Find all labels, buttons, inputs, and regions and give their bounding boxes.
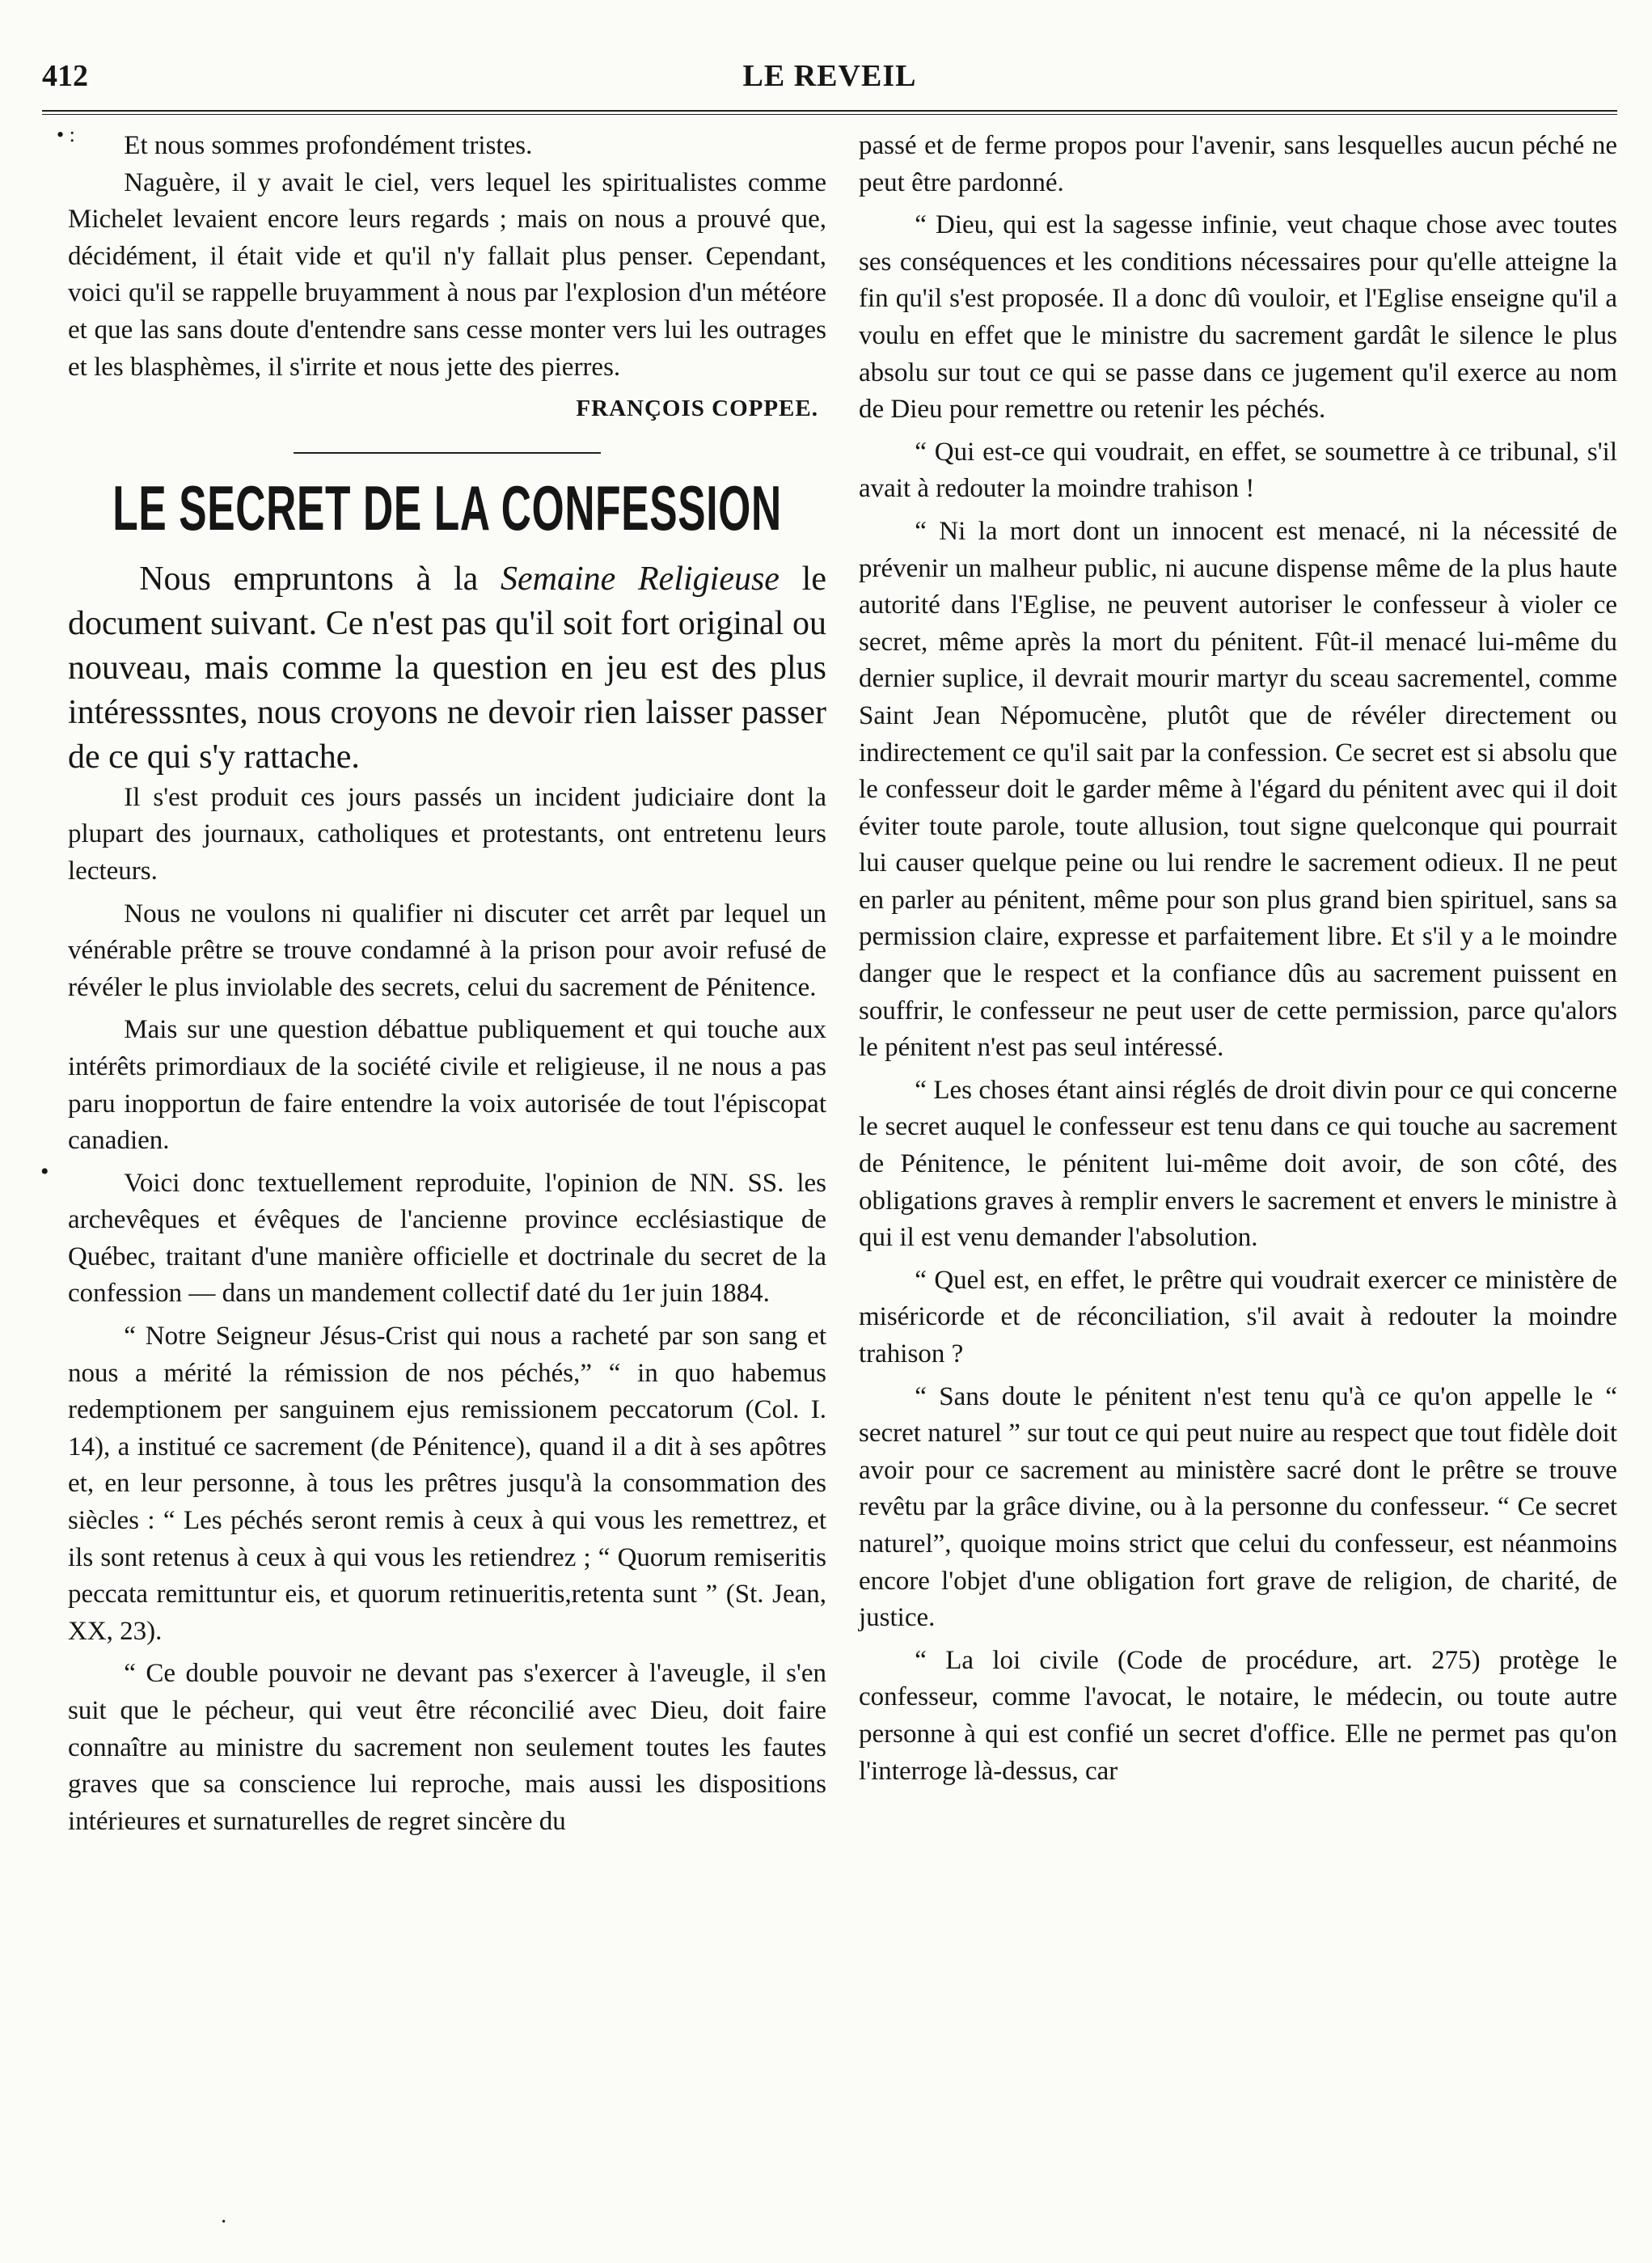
paragraph: Voici donc textuellement reproduite, l'opinion de NN. SS. les archevêques et évêques de l'ancienne province ecclésiastique de Québec, traitant d'une manière officielle et doctrinale du secret de la confession — dans un mandement collectif daté du 1er juin 1884. (68, 1168, 826, 1309)
lead-text: Nous empruntons à la (139, 560, 501, 598)
quoted-paragraph: “ Les choses étant ainsi réglés de droit divin pour ce qui concerne le secret auquel le confesseur est tenu dans ce qui touche au sacrement de Pénitence, le pénitent lui-même doit avoir, de son côté, des obligations graves à remplir envers le sacrement et envers le ministre à qui il est venu demander l'absolution. (859, 1075, 1617, 1253)
margin-dots: • : (57, 123, 75, 146)
quoted-paragraph: “ Ce double pouvoir ne devant pas s'exercer à l'aveugle, il s'en suit que le pécheur, qui veut être réconcilié avec Dieu, doit faire connaître au ministre du sacrement non seulement toutes les fautes graves que sa conscience lui reproche, mais aussi les dispositions intérieures et surnaturelles de regret sincère du (68, 1659, 826, 1836)
quoted-paragraph: “ Sans doute le pénitent n'est tenu qu'à ce qu'on appelle le “ secret naturel ” sur tout ce qui peut nuire au respect que tout fidèle doit avoir pour ce sacrement au ministère sacré dont le prêtre se trouve revêtu par la grâce divine, ou à la personne du confesseur. “ Ce secret naturel”, quoique moins strict que celui du confesseur, est néanmoins encore l'objet d'une obligation fort grave de religion, de charité, de justice. (859, 1381, 1617, 1633)
page-header (42, 50, 1617, 102)
quoted-paragraph: “ Quel est, en effet, le prêtre qui voudrait exercer ce ministère de miséricorde et de réconciliation, s'il avait à redouter la moindre trahison ? (859, 1265, 1617, 1368)
journal-title: LE REVEIL (742, 59, 917, 93)
header-rule (42, 110, 1617, 115)
paragraph: Naguère, il y avait le ciel, vers lequel les spiritualistes comme Michelet levaient encore leurs regards ; mais on nous a prouvé que, décidément, il était vide et qu'il n'y fallait plus penser. Cependant, voici qu'il se rappelle bruyamment à nous par l'explosion d'un météore et que las sans doute d'entendre sans cesse monter vers lui les outrages et les blasphèmes, il s'irrite et nous jette des pierres. (68, 167, 826, 382)
paragraph: Et nous sommes profondément tristes. (124, 131, 533, 160)
article-headline: LE SECRET DE LA CONFESSION (112, 472, 782, 544)
page-number: 412 (42, 59, 88, 93)
lead-text: le document suivant. Ce n'est pas qu'il soit fort original ou nouveau, mais comme la question en jeu est des plus intéresssntes, nous croyons ne devoir rien laisser passer de ce qui s'y rattache. (68, 560, 826, 776)
left-column (68, 128, 826, 1840)
section-separator (294, 452, 601, 454)
article-lead (68, 557, 826, 780)
quoted-paragraph: “ Dieu, qui est la sagesse infinie, veut chaque chose avec toutes ses conséquences et les conditions nécessaires pour qu'elle atteigne la fin qu'il s'est proposée. Il a donc dû vouloir, et l'Eglise enseigne qu'il a voulu en effet que le ministre du sacrement gardât le silence le plus absolu sur tout ce qui se passe dans ce jugement qu'il exerce au nom de Dieu pour remettre ou retenir les péchés. (859, 210, 1617, 425)
right-column (859, 128, 1617, 1790)
paragraph: Nous ne voulons ni qualifier ni discuter cet arrêt par lequel un vénérable prêtre se trouve condamné à la prison pour avoir refusé de révéler le plus inviolable des secrets, celui du sacrement de Pénitence. (68, 899, 826, 1002)
footer-dot: · (220, 2210, 228, 2235)
quoted-paragraph: “ Ni la mort dont un innocent est menacé, ni la nécessité de prévenir un malheur public, ni aucune dispense même de la plus haute autorité dans l'Eglise, ne peuvent autoriser le confesseur à violer ce secret, même après la mort du pénitent. Fût-il menacé lui-même du dernier suplice, il devrait mourir martyr du sceau sacrementel, comme Saint Jean Népomucène, plutôt que de révéler directement ou indirectement ce qu'il sait par la confession. Ce secret est si absolu que le confesseur doit le garder même à l'égard du pénitent avec qui il doit éviter toute parole, toute allusion, tout signe quelconque qui pourrait lui causer quelque peine ou lui rendre le sacrement odieux. Il ne peut en parler au pénitent, même pour son plus grand bien spirituel, sans sa permission claire, expresse et parfaitement libre. Et s'il y a le moindre danger que le respect et la confiance dûs au sacrement puissent en souffrir, le confesseur ne peut user de cette permission, parce qu'alors le pénitent n'est pas seul intéressé. (859, 516, 1617, 1063)
publication-name: Semaine Religieuse (501, 560, 780, 598)
margin-dot: • (40, 1158, 49, 1185)
paragraph: Mais sur une question débattue publiquement et qui touche aux intérêts primordiaux de la société civile et religieuse, il ne nous a pas paru inopportun de faire entendre la voix autorisée de tout l'épiscopat canadien. (68, 1015, 826, 1156)
paragraph: passé et de ferme propos pour l'avenir, sans lesquelles aucun péché ne peut être pardonné. (859, 131, 1617, 197)
quoted-paragraph: “ Qui est-ce qui voudrait, en effet, se soumettre à ce tribunal, s'il avait à redouter la moindre trahison ! (859, 437, 1617, 504)
quoted-paragraph: “ La loi civile (Code de procédure, art. 275) protège le confesseur, comme l'avocat, le notaire, le médecin, ou toute autre personne à qui est confié un secret d'office. Elle ne permet pas qu'on l'interroge là-dessus, car (859, 1645, 1617, 1786)
author-signature: FRANÇOIS COPPEE. (576, 395, 818, 422)
quoted-paragraph: “ Notre Seigneur Jésus-Crist qui nous a racheté par son sang et nous a mérité la rémission de nos péchés,” “ in quo habemus redemptionem per sanguinem ejus remissionem peccatorum (Col. I. 14), a institué ce sacrement (de Pénitence), quand il a dit à ses apôtres et, en leur personne, à tous les prêtres jusqu'à la consommation des siècles : “ Les péchés seront remis à ceux à qui vous les remettrez, et ils sont retenus à ceux à qui vous les retiendrez ; “ Quorum remiseritis peccata remittuntur eis, et quorum retinueritis,retenta sunt ” (St. Jean, XX, 23). (68, 1322, 826, 1646)
paragraph: Il s'est produit ces jours passés un incident judiciaire dont la plupart des journaux, catholiques et protestants, ont entretenu leurs lecteurs. (68, 782, 826, 886)
